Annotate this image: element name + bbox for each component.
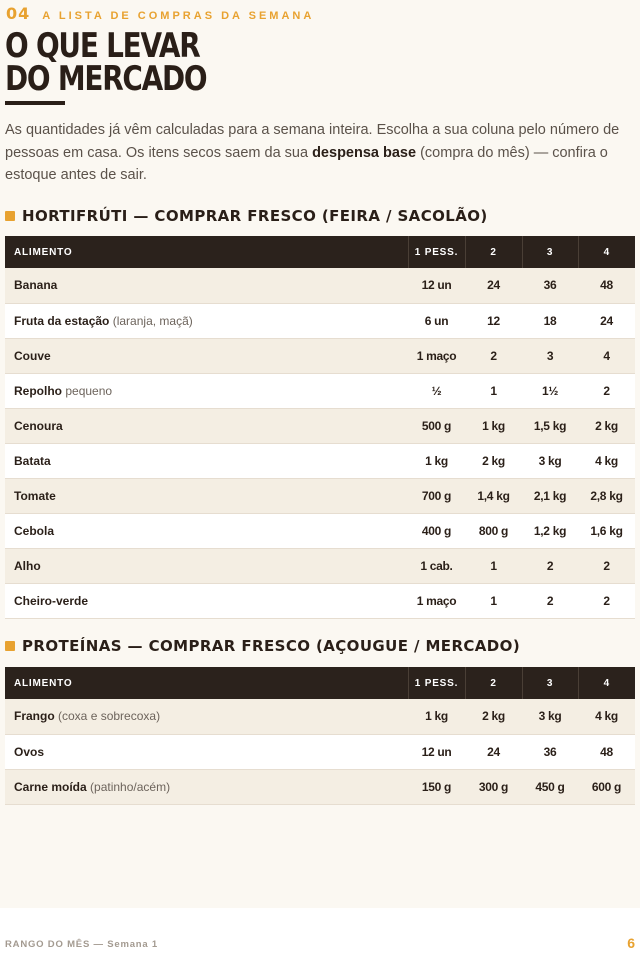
table-row	[5, 583, 635, 618]
intro-text-before: As quantidades já vêm calculadas para a semana inteira. Escolha a sua coluna pelo número de pessoas em casa. Os itens secos saem da sua	[5, 122, 620, 161]
quantity-cell: 48	[578, 268, 635, 303]
table-row	[5, 769, 635, 804]
item-name: Frango	[14, 709, 55, 724]
item-name: Alho	[14, 558, 41, 573]
quantity-cell: 24	[578, 303, 635, 338]
quantity-cell: 800 g	[465, 513, 522, 548]
quantity-cell: 1 maço	[408, 583, 465, 618]
table-row	[5, 303, 635, 338]
intro-text-after: (compra do mês) — confira o estoque antes de sair.	[5, 144, 608, 183]
quantity-cell: 1,6 kg	[578, 513, 635, 548]
quantity-cell: 18	[522, 303, 578, 338]
table-row	[5, 408, 635, 443]
item-name-cell	[5, 338, 408, 373]
quantity-cell: ½	[408, 373, 465, 408]
item-name-cell	[5, 583, 408, 618]
table-row	[5, 548, 635, 583]
quantity-cell: 1 cab.	[408, 548, 465, 583]
quantity-cell: 2,1 kg	[522, 478, 578, 513]
column-header-3: 3	[522, 236, 578, 268]
page-title-line-1: O QUE LEVAR	[5, 26, 200, 66]
quantity-cell: 4 kg	[578, 699, 635, 734]
section-title: HORTIFRÚTI — COMPRAR FRESCO (FEIRA / SACOLÃO)	[22, 207, 488, 225]
bullet-square-icon	[5, 641, 15, 651]
quantity-cell: 1,4 kg	[465, 478, 522, 513]
item-name: Fruta da estação	[14, 313, 110, 328]
intro-bold: despensa base	[312, 144, 417, 161]
table-row	[5, 373, 635, 408]
quantity-cell: 2,8 kg	[578, 478, 635, 513]
quantity-cell: 1 kg	[408, 443, 465, 478]
column-header-alimento: ALIMENTO	[14, 677, 73, 689]
bullet-square-icon	[5, 211, 15, 221]
column-header-1-pessoa: 1 PESS.	[408, 236, 465, 268]
item-name-cell	[5, 443, 408, 478]
table-row	[5, 513, 635, 548]
item-name-cell	[5, 268, 408, 303]
title-underline	[5, 101, 65, 105]
quantity-cell: 12 un	[408, 268, 465, 303]
table-row	[5, 443, 635, 478]
quantity-cell: 2	[522, 548, 578, 583]
quantity-cell: 36	[522, 268, 578, 303]
quantity-cell: 2 kg	[465, 699, 522, 734]
quantity-cell: 2	[522, 583, 578, 618]
item-note: (coxa e sobrecoxa)	[58, 709, 161, 724]
page-title	[5, 26, 251, 99]
item-name: Carne moída	[14, 779, 87, 794]
quantity-cell: 1	[465, 548, 522, 583]
column-header-4: 4	[578, 236, 635, 268]
quantity-cell: 400 g	[408, 513, 465, 548]
table-hortifruti	[5, 236, 635, 619]
column-header-2: 2	[465, 236, 522, 268]
quantity-cell: 2 kg	[465, 443, 522, 478]
page-title-line-2: DO MERCADO	[5, 59, 207, 99]
item-name-cell	[5, 303, 408, 338]
quantity-cell: 3	[522, 338, 578, 373]
kicker	[6, 4, 314, 23]
item-name: Banana	[14, 278, 58, 293]
table-row	[5, 478, 635, 513]
quantity-cell: 2	[578, 548, 635, 583]
quantity-cell: 1 kg	[465, 408, 522, 443]
item-note: pequeno	[65, 383, 113, 398]
intro-paragraph	[5, 119, 633, 187]
item-name-cell	[5, 513, 408, 548]
quantity-cell: 1,5 kg	[522, 408, 578, 443]
item-note: (laranja, maçã)	[112, 313, 193, 328]
quantity-cell: 700 g	[408, 478, 465, 513]
item-name: Tomate	[14, 488, 56, 503]
table-header-row	[5, 236, 635, 268]
table-body-proteinas	[5, 699, 635, 804]
column-header-4: 4	[578, 667, 635, 699]
quantity-cell: 1,2 kg	[522, 513, 578, 548]
table-header-row	[5, 667, 635, 699]
quantity-cell: 4 kg	[578, 443, 635, 478]
column-header-2: 2	[465, 667, 522, 699]
quantity-cell: 300 g	[465, 769, 522, 804]
quantity-cell: 1 kg	[408, 699, 465, 734]
quantity-cell: 2	[578, 373, 635, 408]
section-heading-hortifruti	[5, 207, 488, 225]
item-name: Cenoura	[14, 418, 63, 433]
item-name-cell	[5, 734, 408, 769]
quantity-cell: 1 maço	[408, 338, 465, 373]
footer-publication: RANGO DO MÊS — Semana 1	[5, 939, 159, 950]
quantity-cell: 1½	[522, 373, 578, 408]
quantity-cell: 150 g	[408, 769, 465, 804]
item-name-cell	[5, 548, 408, 583]
section-number: 04	[6, 4, 31, 23]
quantity-cell: 48	[578, 734, 635, 769]
quantity-cell: 1	[465, 373, 522, 408]
quantity-cell: 2	[465, 338, 522, 373]
quantity-cell: 500 g	[408, 408, 465, 443]
item-name-cell	[5, 373, 408, 408]
item-name: Repolho	[14, 383, 62, 398]
section-title: PROTEÍNAS — COMPRAR FRESCO (AÇOUGUE / MERCADO)	[22, 637, 521, 655]
item-name-cell	[5, 699, 408, 734]
quantity-cell: 600 g	[578, 769, 635, 804]
item-name: Batata	[14, 453, 51, 468]
quantity-cell: 4	[578, 338, 635, 373]
table-row	[5, 734, 635, 769]
quantity-cell: 24	[465, 734, 522, 769]
quantity-cell: 12 un	[408, 734, 465, 769]
quantity-cell: 1	[465, 583, 522, 618]
table-body-hortifruti	[5, 268, 635, 618]
item-name: Ovos	[14, 744, 45, 759]
item-name-cell	[5, 478, 408, 513]
kicker-text: A LISTA DE COMPRAS DA SEMANA	[42, 10, 315, 22]
section-heading-proteinas	[5, 637, 520, 655]
item-name-cell	[5, 408, 408, 443]
quantity-cell: 2 kg	[578, 408, 635, 443]
column-header-1-pessoa: 1 PESS.	[408, 667, 465, 699]
quantity-cell: 36	[522, 734, 578, 769]
quantity-cell: 12	[465, 303, 522, 338]
item-name: Cebola	[14, 523, 55, 538]
table-row	[5, 338, 635, 373]
table-proteinas	[5, 667, 635, 805]
table-row	[5, 699, 635, 734]
item-note: (patinho/acém)	[90, 779, 171, 794]
item-name: Cheiro-verde	[14, 593, 89, 608]
page-number: 6	[627, 935, 635, 951]
item-name-cell	[5, 769, 408, 804]
item-name: Couve	[14, 348, 51, 363]
quantity-cell: 24	[465, 268, 522, 303]
column-header-3: 3	[522, 667, 578, 699]
quantity-cell: 3 kg	[522, 443, 578, 478]
column-header-alimento: ALIMENTO	[14, 246, 73, 258]
quantity-cell: 6 un	[408, 303, 465, 338]
quantity-cell: 2	[578, 583, 635, 618]
quantity-cell: 3 kg	[522, 699, 578, 734]
table-row	[5, 268, 635, 303]
quantity-cell: 450 g	[522, 769, 578, 804]
